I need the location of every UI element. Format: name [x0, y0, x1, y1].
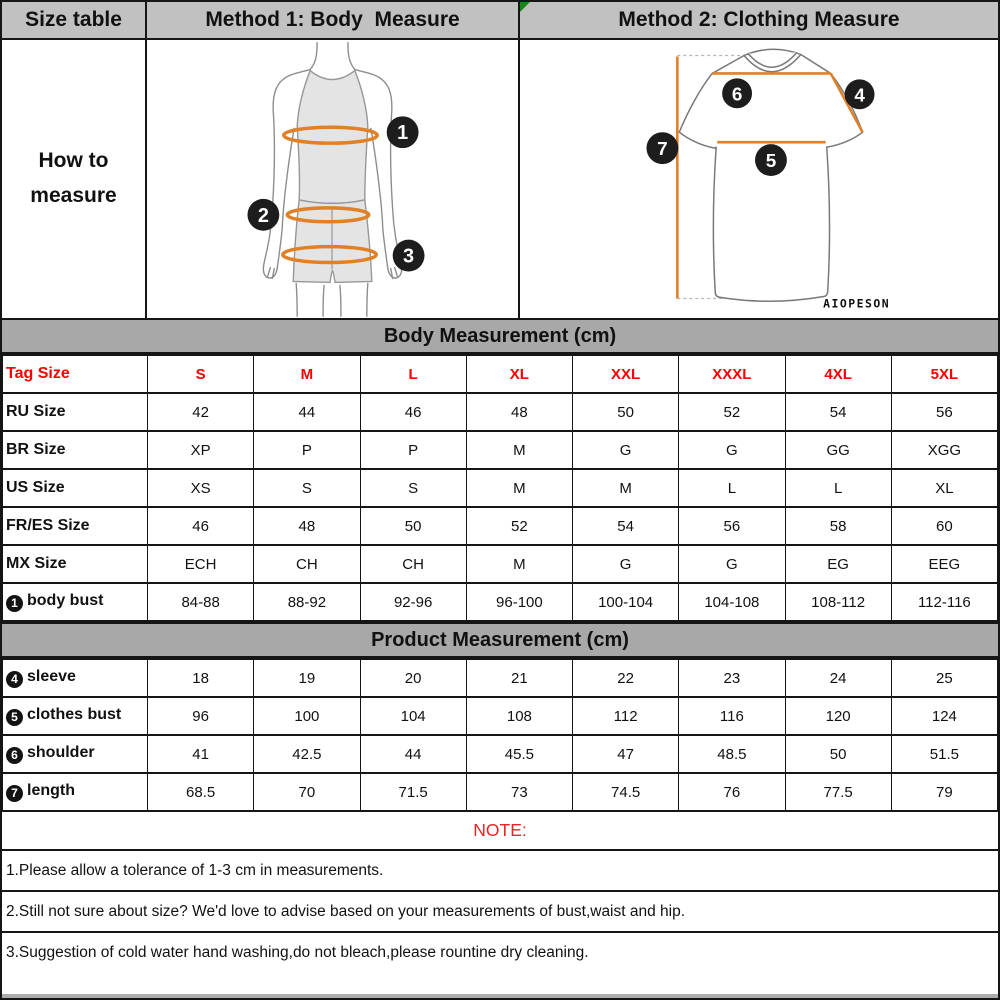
note-item-1: 1.Please allow a tolerance of 1-3 cm in measurements. [2, 849, 998, 890]
table-cell: CH [254, 545, 360, 583]
table-cell: EG [785, 545, 891, 583]
table-cell: 70 [254, 773, 360, 811]
row-label: US Size [3, 469, 148, 507]
table-cell: 84-88 [148, 583, 254, 621]
table-cell: 46 [360, 393, 466, 431]
table-cell: 116 [679, 697, 785, 735]
marker-circle-icon: 4 [6, 671, 23, 688]
table-cell: 47 [573, 735, 679, 773]
green-corner-icon [520, 2, 530, 12]
table-cell: 20 [360, 659, 466, 697]
table-cell: 54 [785, 393, 891, 431]
table-cell: 50 [360, 507, 466, 545]
product-measurement-table [2, 658, 998, 812]
table-cell: 112 [573, 697, 679, 735]
table-cell: 50 [785, 735, 891, 773]
marker-circle-icon: 6 [6, 747, 23, 764]
table-row [3, 393, 998, 431]
body-measure-illustration [147, 40, 520, 318]
table-cell: M [466, 469, 572, 507]
table-cell: 73 [466, 773, 572, 811]
table-cell: 58 [785, 507, 891, 545]
size-table-header: Size table [2, 2, 147, 40]
table-row [3, 469, 998, 507]
table-row [3, 507, 998, 545]
table-row [3, 545, 998, 583]
table-cell: L [785, 469, 891, 507]
row-label: 7 length [3, 773, 148, 811]
marker-circle-icon: 7 [6, 785, 23, 802]
marker-5: 5 [765, 151, 777, 173]
table-cell: 21 [466, 659, 572, 697]
marker-4: 4 [854, 85, 865, 107]
table-cell: P [360, 431, 466, 469]
table-cell: EEG [891, 545, 997, 583]
table-cell: 44 [360, 735, 466, 773]
brand-label: AIOPESON [823, 296, 891, 311]
row-label: FR/ES Size [3, 507, 148, 545]
table-cell: 25 [891, 659, 997, 697]
table-cell: M [466, 431, 572, 469]
table-cell: 104-108 [679, 583, 785, 621]
table-cell: XGG [891, 431, 997, 469]
table-cell: 79 [891, 773, 997, 811]
table-cell: 56 [891, 393, 997, 431]
table-cell: 96 [148, 697, 254, 735]
size-column-header: XXL [573, 355, 679, 393]
table-cell: S [360, 469, 466, 507]
size-column-header: M [254, 355, 360, 393]
table-cell: 56 [679, 507, 785, 545]
table-cell: G [679, 545, 785, 583]
table-cell: 42 [148, 393, 254, 431]
table-cell: 60 [891, 507, 997, 545]
table-cell: 42.5 [254, 735, 360, 773]
table-row [3, 773, 998, 811]
table-cell: 88-92 [254, 583, 360, 621]
how-to-line1: How to [38, 149, 109, 173]
table-cell: GG [785, 431, 891, 469]
body-figure-icon [147, 40, 518, 318]
table-cell: XP [148, 431, 254, 469]
bottom-strip [2, 994, 998, 998]
note-item-3: 3.Suggestion of cold water hand washing,do not bleach,please rountine dry cleaning. [2, 931, 998, 972]
table-cell: 48.5 [679, 735, 785, 773]
row-label: 4 sleeve [3, 659, 148, 697]
table-cell: 41 [148, 735, 254, 773]
table-row [3, 355, 998, 393]
table-cell: 44 [254, 393, 360, 431]
table-row [3, 697, 998, 735]
table-cell: 112-116 [891, 583, 997, 621]
table-cell: 108-112 [785, 583, 891, 621]
table-cell: P [254, 431, 360, 469]
how-to-measure-label [2, 40, 147, 318]
marker-circle-icon: 5 [6, 709, 23, 726]
row-label: 6 shoulder [3, 735, 148, 773]
table-cell: 52 [679, 393, 785, 431]
table-cell: 100 [254, 697, 360, 735]
size-column-header: L [360, 355, 466, 393]
table-cell: 24 [785, 659, 891, 697]
marker-2: 2 [257, 204, 269, 227]
marker-6: 6 [731, 84, 743, 106]
table-row [3, 431, 998, 469]
table-cell: G [573, 545, 679, 583]
table-cell: 46 [148, 507, 254, 545]
table-cell: M [466, 545, 572, 583]
marker-7: 7 [657, 139, 668, 161]
note-title: NOTE: [473, 820, 527, 840]
table-cell: G [573, 431, 679, 469]
table-cell: 96-100 [466, 583, 572, 621]
row-label: 5 clothes bust [3, 697, 148, 735]
marker-3: 3 [403, 245, 415, 268]
row-label: MX Size [3, 545, 148, 583]
table-cell: 100-104 [573, 583, 679, 621]
table-row [3, 659, 998, 697]
table-cell: 74.5 [573, 773, 679, 811]
row-label: BR Size [3, 431, 148, 469]
method1-header: Method 1: Body Measure [147, 2, 520, 40]
method2-header-label: Method 2: Clothing Measure [618, 8, 900, 31]
table-cell: 76 [679, 773, 785, 811]
table-cell: 48 [254, 507, 360, 545]
tshirt-figure-icon [520, 40, 998, 318]
body-measurement-table [2, 354, 998, 622]
how-to-line2: measure [30, 184, 117, 207]
product-measurement-title: Product Measurement (cm) [2, 622, 998, 658]
table-cell: 22 [573, 659, 679, 697]
size-column-header: XXXL [679, 355, 785, 393]
row-label: Tag Size [3, 355, 148, 393]
size-column-header: S [148, 355, 254, 393]
body-measurement-title: Body Measurement (cm) [2, 318, 998, 354]
table-cell: 50 [573, 393, 679, 431]
table-cell: 124 [891, 697, 997, 735]
clothing-measure-illustration [520, 40, 998, 318]
table-cell: 120 [785, 697, 891, 735]
method2-header [520, 2, 998, 40]
table-cell: 68.5 [148, 773, 254, 811]
table-cell: 19 [254, 659, 360, 697]
table-cell: 54 [573, 507, 679, 545]
size-column-header: XL [466, 355, 572, 393]
table-cell: 23 [679, 659, 785, 697]
table-cell: XS [148, 469, 254, 507]
row-label: 1 body bust [3, 583, 148, 621]
table-cell: CH [360, 545, 466, 583]
table-cell: 52 [466, 507, 572, 545]
table-cell: 92-96 [360, 583, 466, 621]
table-cell: 18 [148, 659, 254, 697]
table-cell: 108 [466, 697, 572, 735]
table-cell: L [679, 469, 785, 507]
table-cell: ECH [148, 545, 254, 583]
note-item-2: 2.Still not sure about size? We'd love to advise based on your measurements of bust,waist and hip. [2, 890, 998, 931]
table-cell: XL [891, 469, 997, 507]
top-section [2, 2, 998, 318]
table-cell: S [254, 469, 360, 507]
marker-1: 1 [397, 122, 409, 145]
marker-circle-icon: 1 [6, 595, 23, 612]
table-cell: 48 [466, 393, 572, 431]
table-cell: G [679, 431, 785, 469]
table-cell: 45.5 [466, 735, 572, 773]
table-cell: 71.5 [360, 773, 466, 811]
table-row [3, 583, 998, 621]
table-cell: 104 [360, 697, 466, 735]
row-label: RU Size [3, 393, 148, 431]
table-cell: 77.5 [785, 773, 891, 811]
table-cell: M [573, 469, 679, 507]
table-row [3, 735, 998, 773]
size-column-header: 4XL [785, 355, 891, 393]
table-cell: 51.5 [891, 735, 997, 773]
size-column-header: 5XL [891, 355, 997, 393]
